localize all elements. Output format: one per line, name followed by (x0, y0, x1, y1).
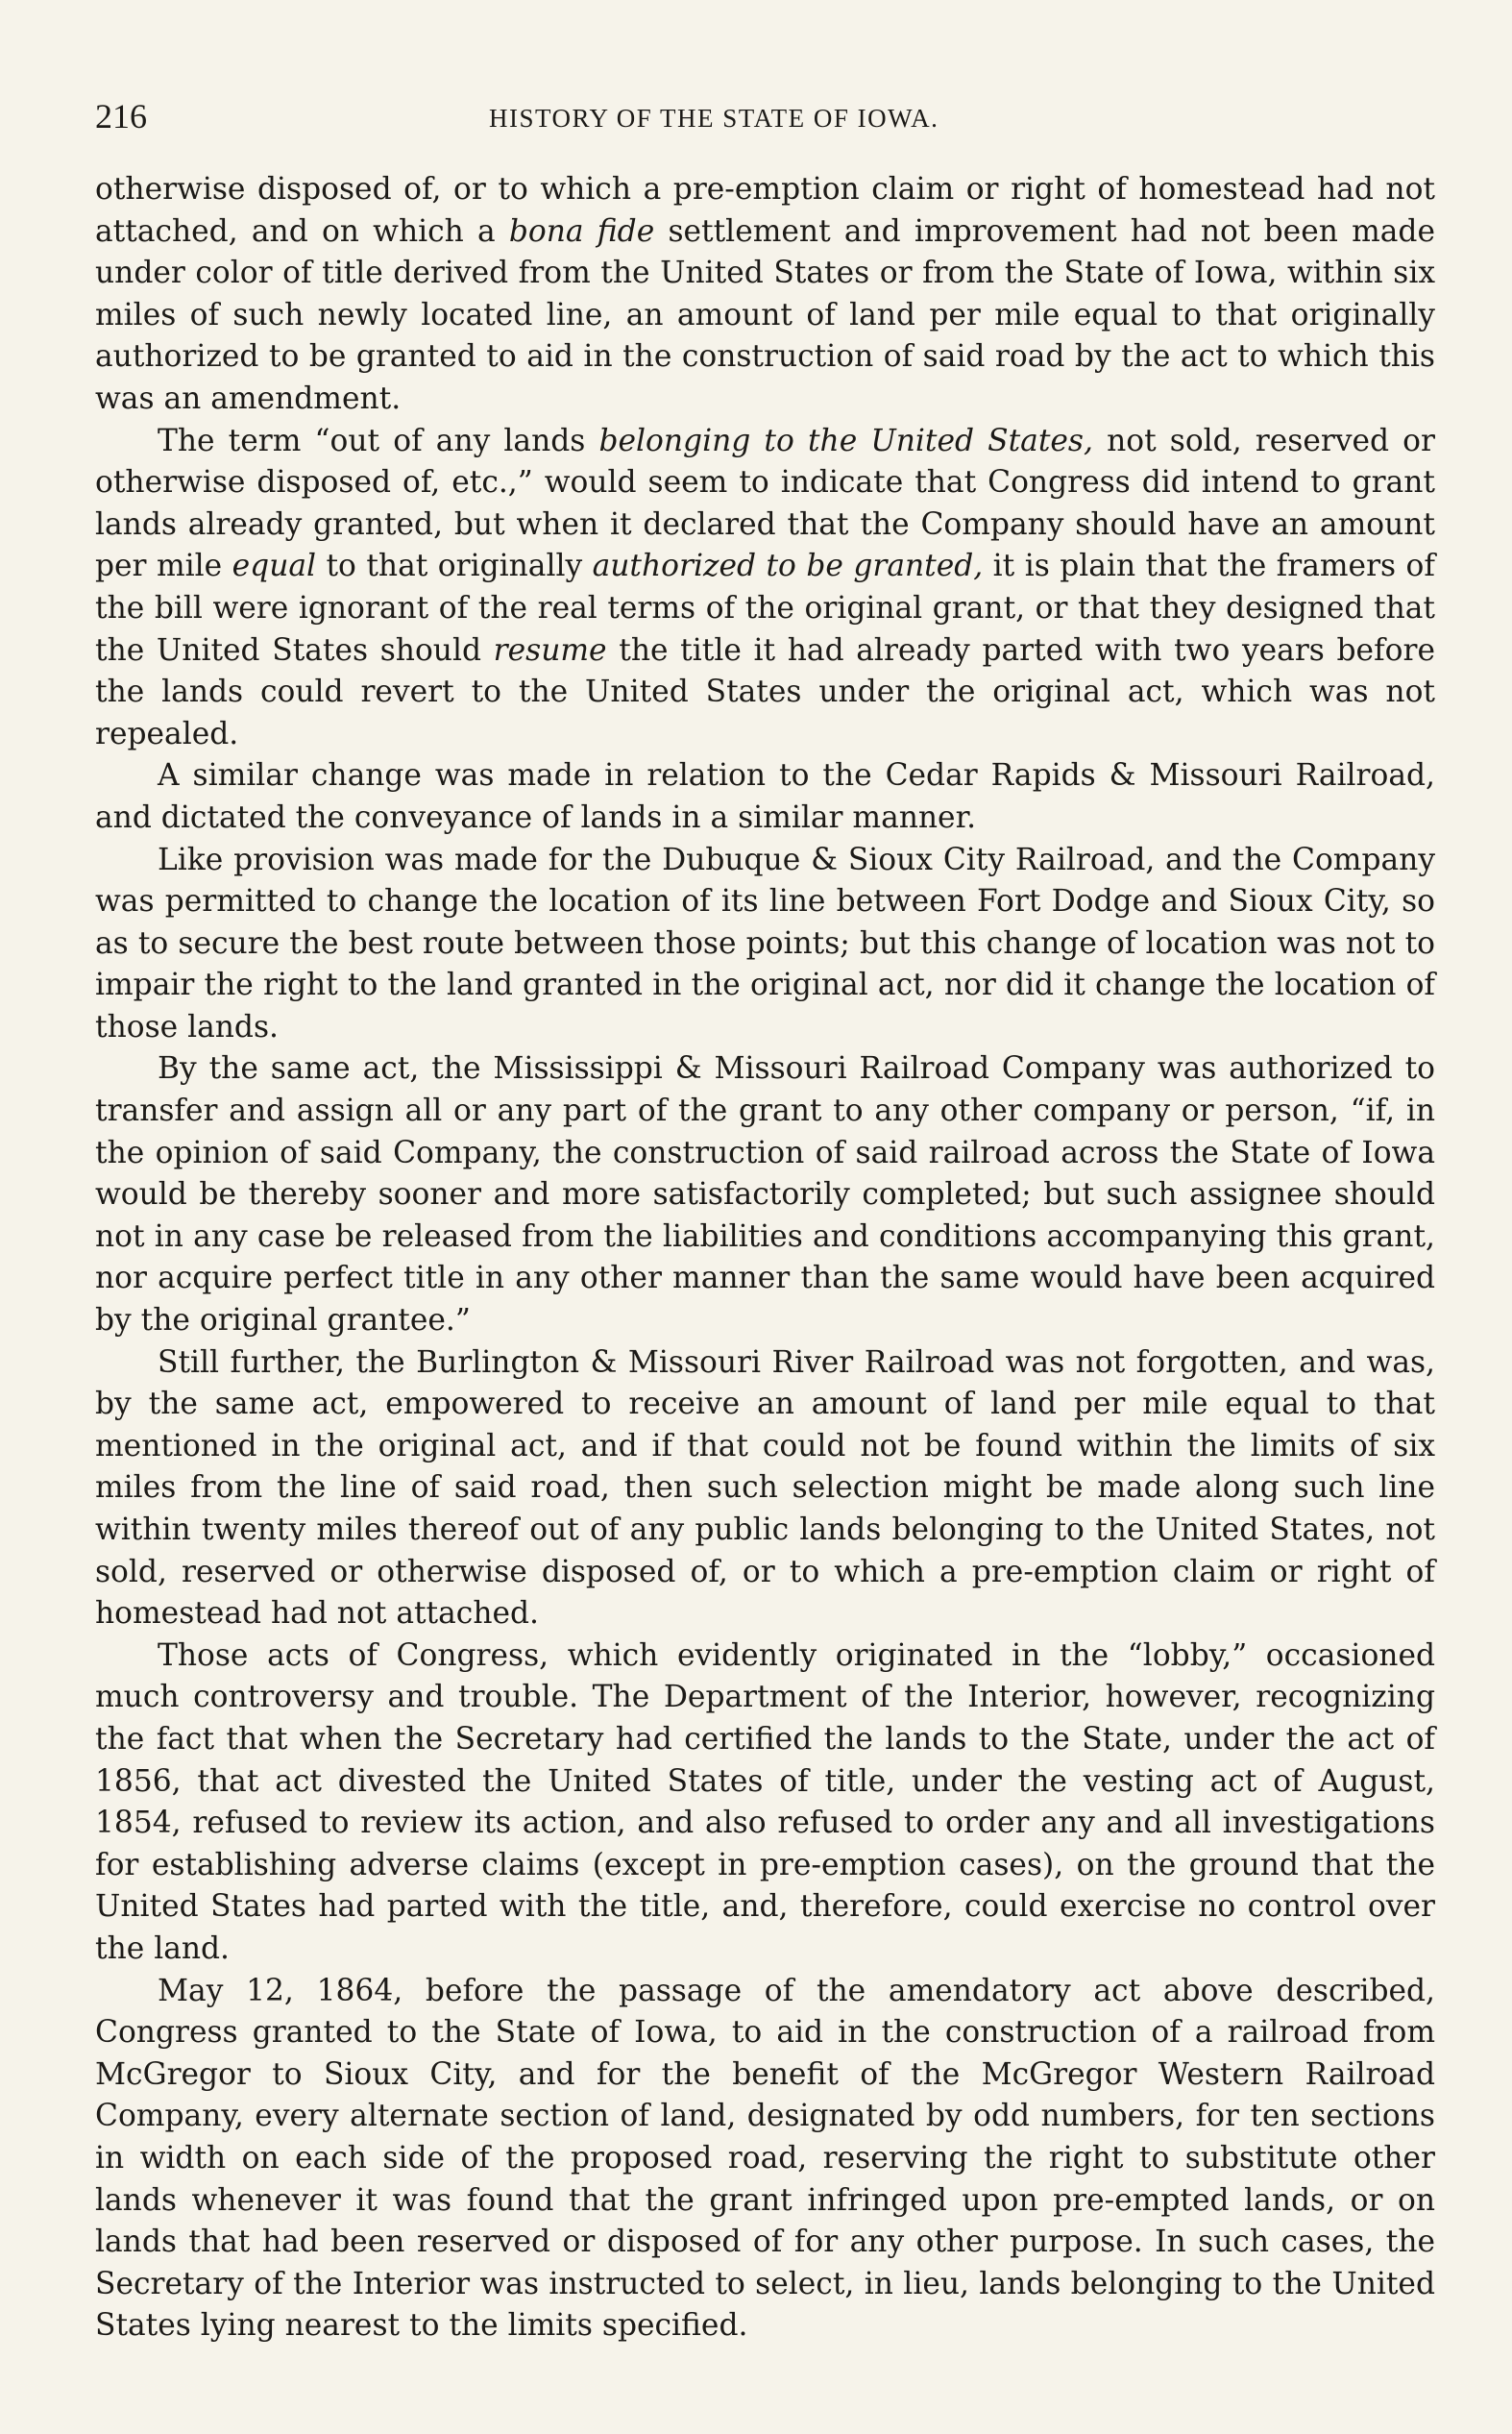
text-span: not sold, reserved or otherwise disposed of, etc.,” would seem to indicate that Congress did intend to grant lands already granted, but when it declared that the Company should have an amount per mile (95, 423, 1435, 584)
book-title: HISTORY OF THE STATE OF IOWA. (489, 104, 939, 133)
paragraph (95, 755, 1435, 839)
italic-span: equal (232, 549, 317, 584)
body-text (95, 169, 1435, 2348)
text-span: The term “out of any lands (158, 423, 599, 458)
paragraph (95, 840, 1435, 1049)
text-span: May 12, 1864, before the passage of the amendatory act above described, Congress granted to the State of Iowa, to aid in the construction of a railroad from McGregor to Sioux City, and for the benefit of the McGregor Western Railroad Company, every alternate section of land, designated by odd numbers, for ten sections in width on each side of the proposed road, reserving the right to substitute other lands whenever it was found that the grant infringed upon pre-empted lands, or on lands that had been reserved or disposed of for any other purpose. In such cases, the Secretary of the Interior was instructed to select, in lieu, lands belonging to the United States lying nearest to the limits specified. (95, 1973, 1435, 2344)
text-span: Those acts of Congress, which evidently originated in the “lobby,” occasioned much controversy and trouble. The Department of the Interior, however, recognizing the fact that when the Secretary had certified the lands to the State, under the act of 1856, that act divested the United States of title, under the vesting act of August, 1854, refused to review its action, and also refused to order any and all investigations for establishing adverse claims (except in pre-emption cases), on the ground that the United States had parted with the title, and, therefore, could exercise no control over the land. (95, 1637, 1435, 1966)
text-span: to that originally (316, 549, 593, 584)
paragraph-continued (95, 169, 1435, 421)
paragraph (95, 1635, 1435, 1971)
paragraph (95, 1342, 1435, 1635)
paragraph (95, 421, 1435, 756)
text-span: Like provision was made for the Dubuque & Sioux City Railroad, and the Company was permitted to change the location of its line between Fort Dodge and Sioux City, so as to secure the best route between those points; but this change of location was not to impair the right to the land granted in the original act, nor did it change the location of those lands. (95, 842, 1435, 1045)
paragraph (95, 1048, 1435, 1341)
italic-span: bona fide (508, 213, 655, 249)
italic-span: resume (493, 632, 607, 668)
text-span: By the same act, the Mississippi & Missouri Railroad Company was authorized to transfer and assign all or any part of the grant to any other company or person, “if, in the opinion of said Company, the construction of said railroad across the State of Iowa would be thereby sooner and more satisfactorily completed; but such assignee should not in any case be released from the liabilities and conditions accompanying this grant, nor acquire perfect title in any other manner than the same would have been acquired by the original grantee.” (95, 1051, 1435, 1339)
text-span: it is plain that the framers of the bill were ignorant of the real terms of the original grant, or that they designed that the United States should (95, 549, 1435, 668)
text-span: Still further, the Burlington & Missouri River Railroad was not forgotten, and was, by the same act, empowered to receive an amount of land per mile equal to that mentioned in the original act, and if that could not be found within the limits of six miles from the line of said road, then such selection might be made along such line within twenty miles thereof out of any public lands belonging to the United States, not sold, reserved or otherwise disposed of, or to which a pre-emption claim or right of homestead had not attached. (95, 1344, 1435, 1632)
page-number: 216 (95, 97, 147, 135)
paragraph (95, 1971, 1435, 2348)
book-page (95, 92, 1435, 2348)
text-span: settlement and improvement had not been made under color of title derived from the United States or from the State of Iowa, within six miles of such newly located line, an amount of land per mile equal to that originally authorized to be granted to aid in the construction of said road by the act to which this was an amendment. (95, 213, 1435, 416)
text-span: otherwise disposed of, or to which a pre-emption claim or right of homestead had not attached, and on which a (95, 172, 1435, 249)
italic-span: belonging to the United States, (598, 423, 1093, 458)
running-head (95, 92, 1435, 142)
text-span: A similar change was made in relation to the Cedar Rapids & Missouri Railroad, and dictated the conveyance of lands in a similar manner. (95, 758, 1435, 835)
italic-span: authorized to be granted, (592, 549, 984, 584)
text-span: the title it had already parted with two years before the lands could revert to the United States under the original act, which was not repealed. (95, 632, 1435, 751)
